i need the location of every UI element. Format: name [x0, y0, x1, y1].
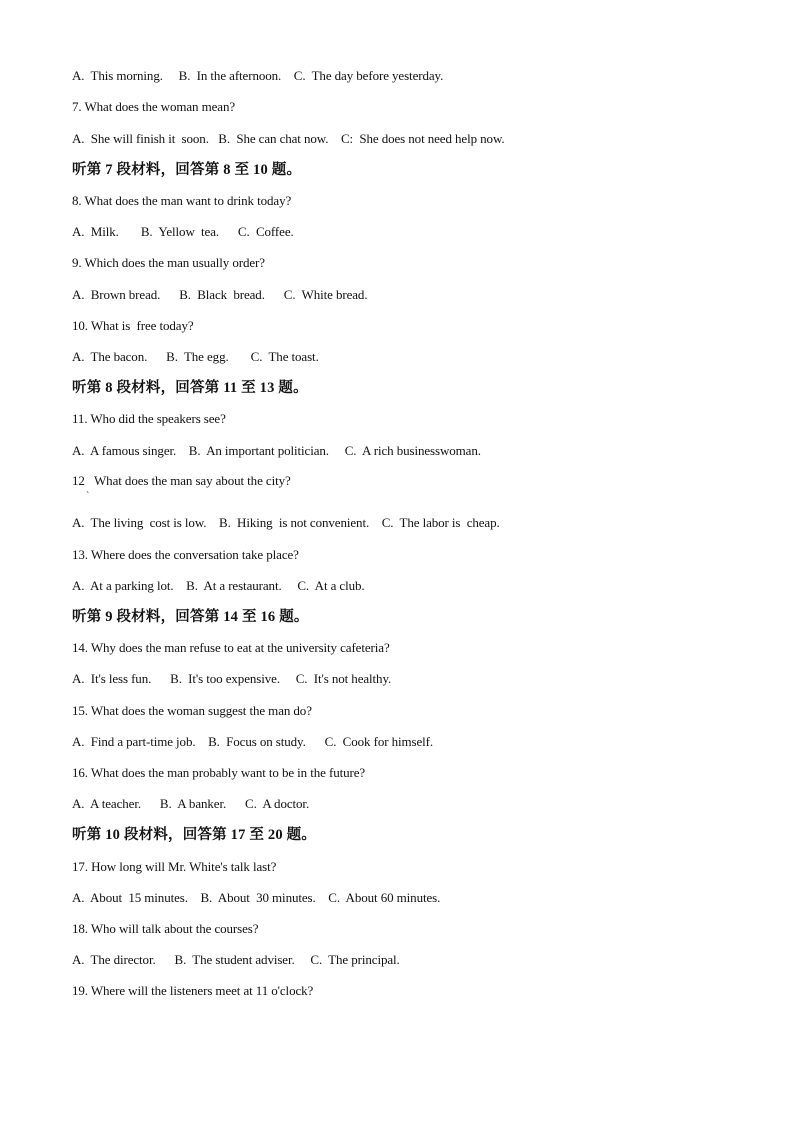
q16-options: A. A teacher. B. A banker. C. A doctor. [72, 796, 310, 811]
q9-options: A. Brown bread. B. Black bread. C. White bread. [72, 287, 368, 302]
q8-options: A. Milk. B. Yellow tea. C. Coffee. [72, 224, 294, 239]
q6-options: A. This morning. B. In the afternoon. C. The day before yesterday. [72, 68, 444, 83]
q7-options: A. She will finish it soon. B. She can chat now. C: She does not need help now. [72, 131, 505, 146]
q7-question: 7. What does the woman mean? [72, 99, 236, 114]
section-heading-8: 听第 8 段材料，回答第 11 至 13 题。 [72, 380, 308, 396]
q11-question: 11. Who did the speakers see? [72, 411, 226, 426]
q19-question: 19. Where will the listeners meet at 11 o'clock? [72, 983, 314, 998]
section-heading-10: 听第 10 段材料，回答第 17 至 20 题。 [72, 827, 317, 843]
q18-question: 18. Who will talk about the courses? [72, 921, 259, 936]
q16-question: 16. What does the man probably want to be in the future? [72, 765, 366, 780]
q18-options: A. The director. B. The student adviser. C. The principal. [72, 952, 400, 967]
q12-question: 12 What does the man say about the city? [72, 473, 291, 488]
q12-options: A. The living cost is low. B. Hiking is not convenient. C. The labor is cheap. [72, 515, 500, 530]
q8-question: 8. What does the man want to drink today? [72, 193, 292, 208]
q13-options: A. At a parking lot. B. At a restaurant. C. At a club. [72, 578, 365, 593]
q10-options: A. The bacon. B. The egg. C. The toast. [72, 349, 319, 364]
q15-options: A. Find a part-time job. B. Focus on study. C. Cook for himself. [72, 734, 434, 749]
stray-mark: ` [86, 491, 90, 502]
section-heading-9: 听第 9 段材料，回答第 14 至 16 题。 [72, 609, 309, 625]
q10-question: 10. What is free today? [72, 318, 194, 333]
q17-question: 17. How long will Mr. White's talk last? [72, 859, 277, 874]
q11-options: A. A famous singer. B. An important politician. C. A rich businesswoman. [72, 443, 481, 458]
q15-question: 15. What does the woman suggest the man do? [72, 703, 312, 718]
q14-question: 14. Why does the man refuse to eat at the university cafeteria? [72, 640, 390, 655]
q13-question: 13. Where does the conversation take place? [72, 547, 299, 562]
q17-options: A. About 15 minutes. B. About 30 minutes. C. About 60 minutes. [72, 890, 441, 905]
q14-options: A. It's less fun. B. It's too expensive. C. It's not healthy. [72, 671, 392, 686]
section-heading-7: 听第 7 段材料，回答第 8 至 10 题。 [72, 162, 302, 178]
q9-question: 9. Which does the man usually order? [72, 255, 265, 270]
